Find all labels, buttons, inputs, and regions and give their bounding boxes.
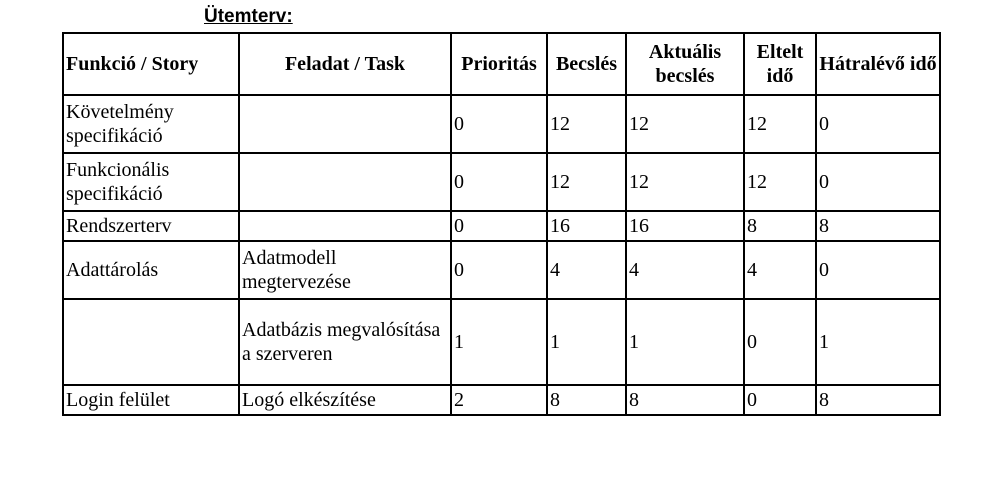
cell-story: Login felület [63,385,239,415]
cell-task: Adatbázis megvalósítása a szerveren [239,299,451,385]
column-header-task: Feladat / Task [239,33,451,95]
cell-task [239,211,451,241]
cell-task: Logó elkészítése [239,385,451,415]
cell-elapsed: 12 [744,153,816,211]
cell-story: Adattárolás [63,241,239,299]
table-row [63,241,940,299]
cell-story: Rendszerterv [63,211,239,241]
cell-elapsed: 12 [744,95,816,153]
schedule-table [62,32,941,416]
cell-remaining: 8 [816,385,940,415]
cell-estimate: 12 [547,95,626,153]
cell-priority: 0 [451,241,547,299]
cell-actual: 12 [626,95,744,153]
cell-priority: 0 [451,95,547,153]
column-header-priority: Prioritás [451,33,547,95]
schedule-heading: Ütemterv: [204,6,293,27]
table-row [63,211,940,241]
cell-story: Funkcionális specifikáció [63,153,239,211]
cell-elapsed: 0 [744,299,816,385]
cell-elapsed: 8 [744,211,816,241]
table-row [63,385,940,415]
cell-priority: 1 [451,299,547,385]
column-header-actual-estimate: Aktuális becslés [626,33,744,95]
cell-remaining: 8 [816,211,940,241]
cell-actual: 4 [626,241,744,299]
cell-remaining: 0 [816,241,940,299]
column-header-remaining: Hátralévő idő [816,33,940,95]
column-header-elapsed: Eltelt idő [744,33,816,95]
cell-priority: 0 [451,211,547,241]
cell-estimate: 16 [547,211,626,241]
cell-actual: 12 [626,153,744,211]
table-header-row [63,33,940,95]
table-row [63,95,940,153]
cell-elapsed: 0 [744,385,816,415]
cell-task [239,95,451,153]
cell-remaining: 0 [816,153,940,211]
cell-remaining: 1 [816,299,940,385]
cell-estimate: 4 [547,241,626,299]
cell-estimate: 1 [547,299,626,385]
cell-elapsed: 4 [744,241,816,299]
cell-actual: 16 [626,211,744,241]
cell-story: Követelmény specifikáció [63,95,239,153]
cell-actual: 8 [626,385,744,415]
cell-estimate: 8 [547,385,626,415]
cell-task: Adatmodell megtervezése [239,241,451,299]
column-header-story: Funkció / Story [63,33,239,95]
cell-priority: 0 [451,153,547,211]
cell-task [239,153,451,211]
cell-estimate: 12 [547,153,626,211]
cell-story [63,299,239,385]
cell-priority: 2 [451,385,547,415]
table-row [63,299,940,385]
column-header-estimate: Becslés [547,33,626,95]
table-row [63,153,940,211]
cell-actual: 1 [626,299,744,385]
cell-remaining: 0 [816,95,940,153]
